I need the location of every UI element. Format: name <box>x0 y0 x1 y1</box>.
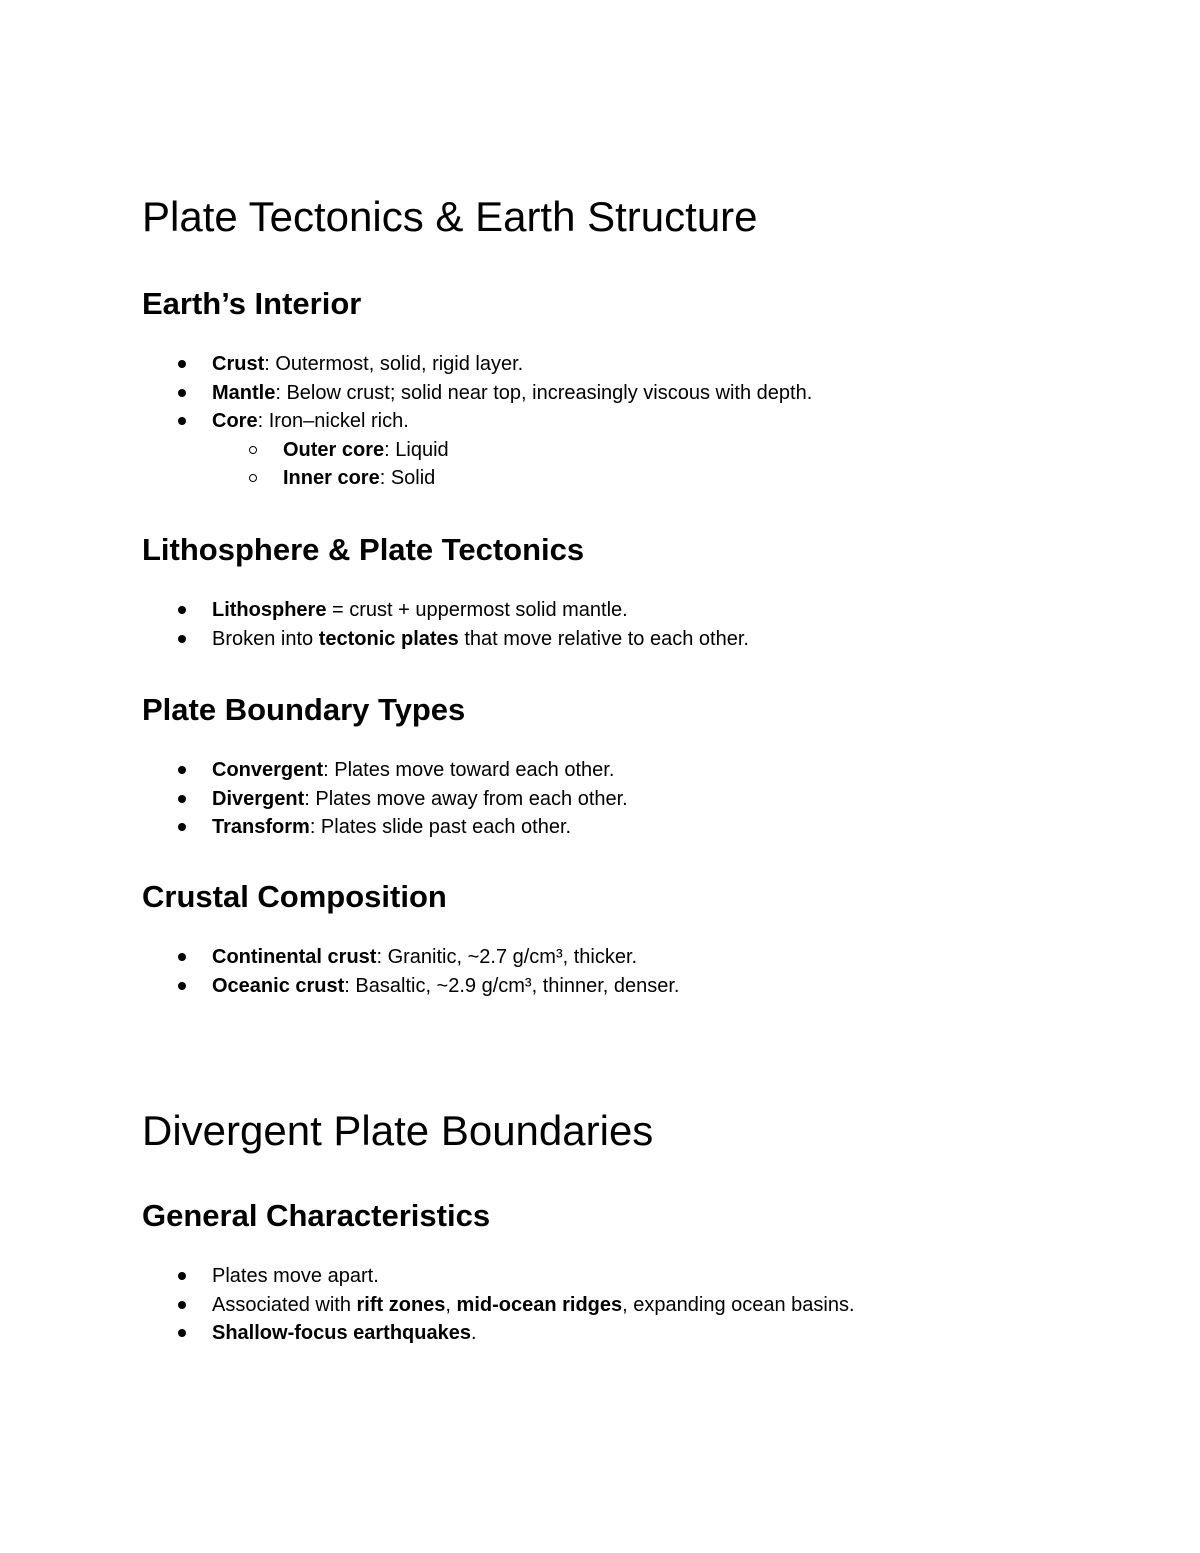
prefix-associated: Associated with <box>212 1293 357 1316</box>
list-crustal-composition <box>142 943 679 1000</box>
desc-mantle: : Below crust; solid near top, increasingly viscous with depth. <box>275 381 813 404</box>
section-title-divergent-boundaries: Divergent Plate Boundaries <box>142 1107 654 1154</box>
bullet-icon <box>178 606 186 614</box>
term-convergent: Convergent <box>212 759 324 781</box>
desc-outer-core: : Liquid <box>384 438 449 461</box>
hollow-bullet-icon <box>249 474 257 482</box>
list-item-continental-crust <box>142 943 679 972</box>
desc-ocean-basins: , expanding ocean basins. <box>622 1293 855 1316</box>
desc-continental-crust: : Granitic, ~2.7 g/cm³, thicker. <box>376 946 638 968</box>
term-mantle: Mantle <box>212 381 276 404</box>
term-continental-crust: Continental crust <box>212 946 377 968</box>
term-transform: Transform <box>212 816 310 838</box>
bullet-icon <box>178 766 186 774</box>
list-item-oceanic-crust <box>142 972 679 1001</box>
term-outer-core: Outer core <box>283 438 385 461</box>
list-general-characteristics <box>142 1262 855 1348</box>
heading-crustal-composition: Crustal Composition <box>142 879 447 914</box>
heading-earths-interior: Earth’s Interior <box>142 286 362 321</box>
desc-oceanic-crust: : Basaltic, ~2.9 g/cm³, thinner, denser. <box>344 974 680 997</box>
bullet-icon <box>178 389 186 397</box>
term-rift-zones: rift zones <box>356 1293 446 1316</box>
list-lithosphere <box>142 596 749 653</box>
list-item-convergent <box>142 756 628 785</box>
heading-plate-boundary-types: Plate Boundary Types <box>142 692 466 727</box>
separator-comma: , <box>445 1293 457 1316</box>
term-shallow-focus-earthquakes: Shallow-focus earthquakes <box>212 1322 471 1344</box>
bullet-icon <box>178 360 186 368</box>
desc-period: . <box>470 1322 477 1344</box>
term-crust: Crust <box>212 353 265 375</box>
desc-tectonic-plates: that move relative to each other. <box>458 627 749 650</box>
bullet-icon <box>178 953 186 961</box>
list-item-lithosphere <box>142 596 749 625</box>
term-core: Core <box>212 410 258 432</box>
bullet-icon <box>178 823 186 831</box>
term-inner-core: Inner core <box>283 467 380 489</box>
term-tectonic-plates: tectonic plates <box>318 627 459 650</box>
desc-lithosphere: = crust + uppermost solid mantle. <box>326 599 628 621</box>
term-divergent: Divergent <box>212 787 305 810</box>
desc-convergent: : Plates move toward each other. <box>323 759 615 781</box>
list-item-core <box>142 407 812 436</box>
bullet-icon <box>178 635 186 643</box>
list-item-mantle <box>142 379 812 408</box>
list-item-outer-core <box>142 436 812 465</box>
hollow-bullet-icon <box>249 446 257 454</box>
desc-inner-core: : Solid <box>379 467 436 489</box>
desc-transform: : Plates slide past each other. <box>309 816 572 838</box>
bullet-icon <box>178 1272 186 1280</box>
list-item-divergent <box>142 785 628 814</box>
list-item-shallow-focus <box>142 1319 855 1348</box>
term-mid-ocean-ridges: mid-ocean ridges <box>456 1293 623 1316</box>
bullet-icon <box>178 1301 186 1309</box>
desc-plates-move-apart: Plates move apart. <box>212 1265 379 1287</box>
list-item-transform <box>142 813 628 842</box>
section-title-plate-tectonics: Plate Tectonics & Earth Structure <box>142 193 758 240</box>
term-lithosphere: Lithosphere <box>212 599 327 621</box>
list-item-tectonic-plates <box>142 625 749 654</box>
bullet-icon <box>178 417 186 425</box>
list-earths-interior <box>142 350 812 493</box>
term-oceanic-crust: Oceanic crust <box>212 974 345 997</box>
desc-crust: : Outermost, solid, rigid layer. <box>264 353 524 375</box>
desc-divergent: : Plates move away from each other. <box>304 787 628 810</box>
list-plate-boundary-types <box>142 756 628 842</box>
bullet-icon <box>178 795 186 803</box>
bullet-icon <box>178 982 186 990</box>
list-item-crust <box>142 350 812 379</box>
prefix-tectonic-plates: Broken into <box>212 627 319 650</box>
bullet-icon <box>178 1329 186 1337</box>
list-item-associated-features <box>142 1291 855 1320</box>
list-item-plates-move-apart <box>142 1262 855 1291</box>
list-item-inner-core <box>142 464 812 493</box>
heading-general-characteristics: General Characteristics <box>142 1198 491 1233</box>
desc-core: : Iron–nickel rich. <box>257 410 409 432</box>
heading-lithosphere: Lithosphere & Plate Tectonics <box>142 532 585 567</box>
